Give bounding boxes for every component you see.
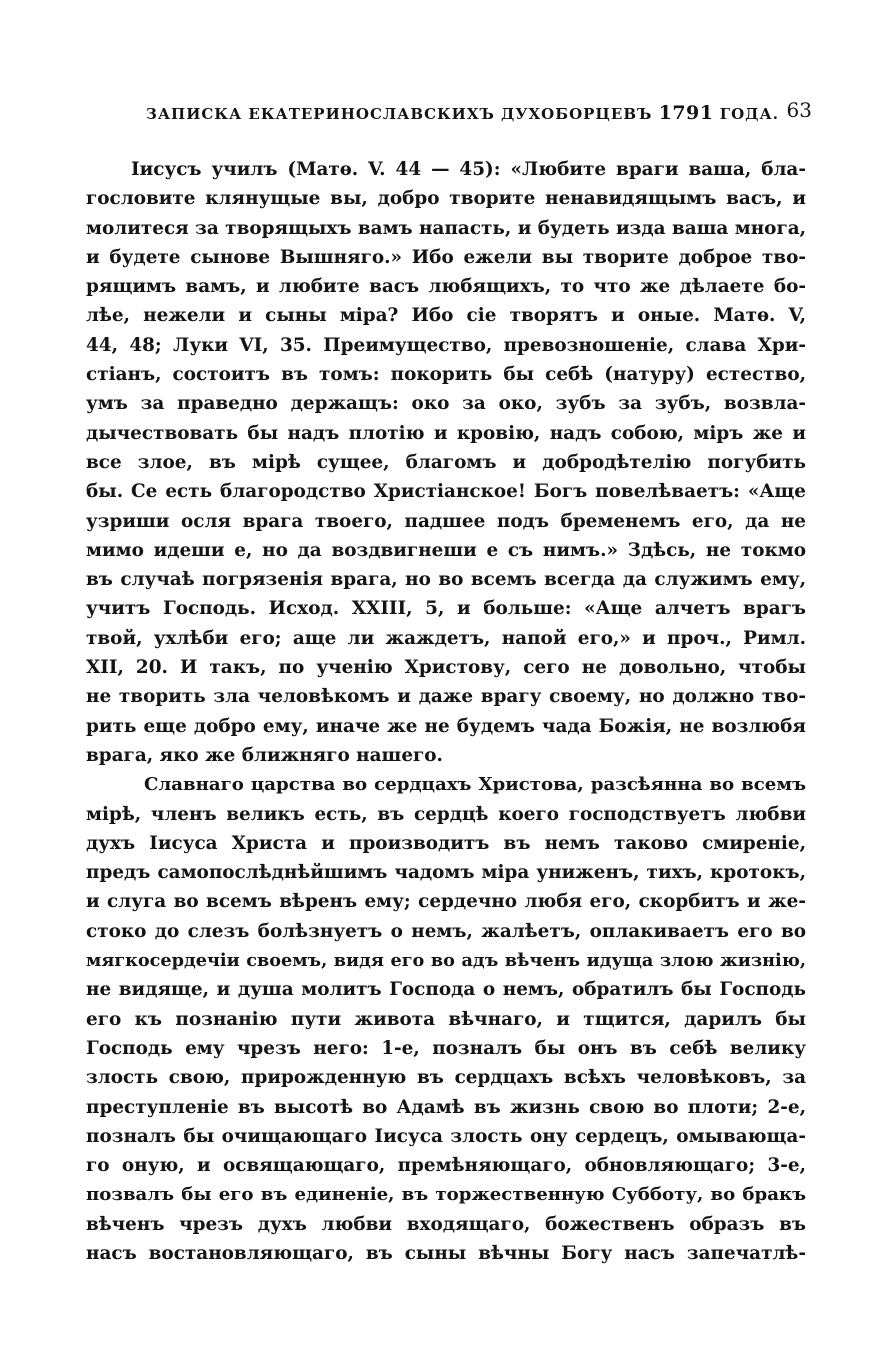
text-line: мірѣ, членъ великъ есть, въ сердцѣ коего господствуетъ любви <box>86 803 806 825</box>
text-line: насъ востановляющаго, въ сыны вѣчны Богу насъ запечатлѣ- <box>86 1242 806 1264</box>
paragraph-1 <box>86 155 806 770</box>
text-line: преступленіе въ высотѣ во Адамѣ въ жизнь свою во плоти; 2-е, <box>86 1096 806 1118</box>
text-line: узриши осля врага твоего, падшее подъ бременемъ его, да не <box>86 510 806 532</box>
text-line: и будете сынове Вышняго.» Ибо ежели вы творите доброе тво- <box>86 246 806 268</box>
text-line: позвалъ бы его въ единеніе, въ торжественную Субботу, во бракъ <box>86 1184 806 1206</box>
text-line: врага, яко же ближняго нашего. <box>86 744 443 766</box>
text-line: 44, 48; Луки VI, 35. Преимущество, превозношеніе, слава Хри- <box>86 334 806 356</box>
text-line: молитеся за творящыхъ вамъ напасть, и будеть изда ваша многа, <box>86 217 807 239</box>
text-line: мягкосердечіи своемъ, видя его во адъ вѣченъ идуща злою жизнію, <box>86 950 806 972</box>
text-line: все злое, въ мірѣ сущее, благомъ и добродѣтелію погубить <box>86 451 806 473</box>
text-line: Славнаго царства во сердцахъ Христова, разсѣянна во всемъ <box>144 774 806 796</box>
text-line: твой, ухлѣби его; аще ли жаждетъ, напой его,» и проч., Римл. <box>86 627 806 649</box>
text-line: XII, 20. И такъ, по ученію Христову, сего не довольно, чтобы <box>86 657 806 679</box>
text-line: не видяще, и душа молитъ Господа о немъ, обратилъ бы Господь <box>86 979 806 1001</box>
text-line: бы. Се есть благородство Христіанское! Богъ повелѣваетъ: «Аще <box>86 481 806 503</box>
text-line: рящимъ вамъ, и любите васъ любящихъ, то что же дѣлаете бо- <box>86 276 806 298</box>
text-line: умъ за праведно держащъ: око за око, зубъ за зубъ, возвла- <box>86 393 806 415</box>
running-year: 1791 <box>658 102 714 124</box>
text-line: не творить зла человѣкомъ и даже врагу своему, но должно тво- <box>86 686 806 708</box>
text-line: и слуга во всемъ вѣренъ ему; сердечно любя его, скорбитъ и же- <box>86 891 806 913</box>
text-line: его къ познанію пути живота вѣчнаго, и тщится, дарилъ бы <box>86 1008 806 1030</box>
text-line: мимо идеши е, но да воздвигнеши е съ нимъ.» Здѣсь, не токмо <box>86 539 806 561</box>
text-line: Iисусъ училъ (Матѳ. V. 44 — 45): «Любите враги ваша, бла- <box>131 159 806 180</box>
running-title: ЗАПИСКА ЕКАТЕРИНОСЛАВСКИХЪ ДУХОБОРЦЕВЪ <box>146 105 653 123</box>
body-text <box>86 155 806 1268</box>
page-number: 63 <box>786 98 812 122</box>
text-line: учитъ Господь. Исход. XXIII, 5, и больше: «Аще алчетъ врагъ <box>86 598 806 620</box>
text-line: вѣченъ чрезъ духъ любви входящаго, божественъ образъ въ <box>86 1213 806 1235</box>
text-line: стіанъ, состоитъ въ томъ: покорить бы себѣ (натуру) естество, <box>86 364 806 386</box>
text-line: позналъ бы очищающаго Iисуса злость ону сердецъ, омывающа- <box>86 1125 806 1147</box>
text-line: дычествовать бы надъ плотію и кровію, надъ собою, міръ же и <box>86 422 806 444</box>
running-suffix: ГОДА. <box>719 105 779 123</box>
text-line: духъ Iисуса Христа и производитъ въ немъ таково смиреніе, <box>86 832 806 854</box>
text-line: Господь ему чрезъ него: 1-е, позналъ бы онъ въ себѣ велику <box>86 1037 806 1059</box>
text-line: лѣе, нежели и сыны міра? Ибо сіе творятъ и оные. Матѳ. V, <box>86 305 806 327</box>
running-head <box>146 102 779 124</box>
text-line: рить еще добро ему, иначе же не будемъ чада Божія, не возлюбя <box>86 715 806 737</box>
paragraph-2 <box>86 770 806 1268</box>
text-line: въ случаѣ погрязенія врага, но во всемъ всегда да служимъ ему, <box>86 569 806 591</box>
book-page <box>86 0 812 1350</box>
text-line: злость свою, прирожденную въ сердцахъ всѣхъ человѣковъ, за <box>86 1067 806 1089</box>
text-line: стоко до слезъ болѣзнуетъ о немъ, жалѣетъ, оплакиваетъ его во <box>86 920 806 942</box>
text-line: предъ самопослѣднѣйшимъ чадомъ міра униженъ, тихъ, кротокъ, <box>86 862 806 884</box>
text-line: го оную, и освящающаго, премѣняющаго, обновляющаго; 3-е, <box>86 1155 806 1177</box>
text-line: гословите клянущые вы, добро творите ненавидящымъ васъ, и <box>86 188 806 210</box>
